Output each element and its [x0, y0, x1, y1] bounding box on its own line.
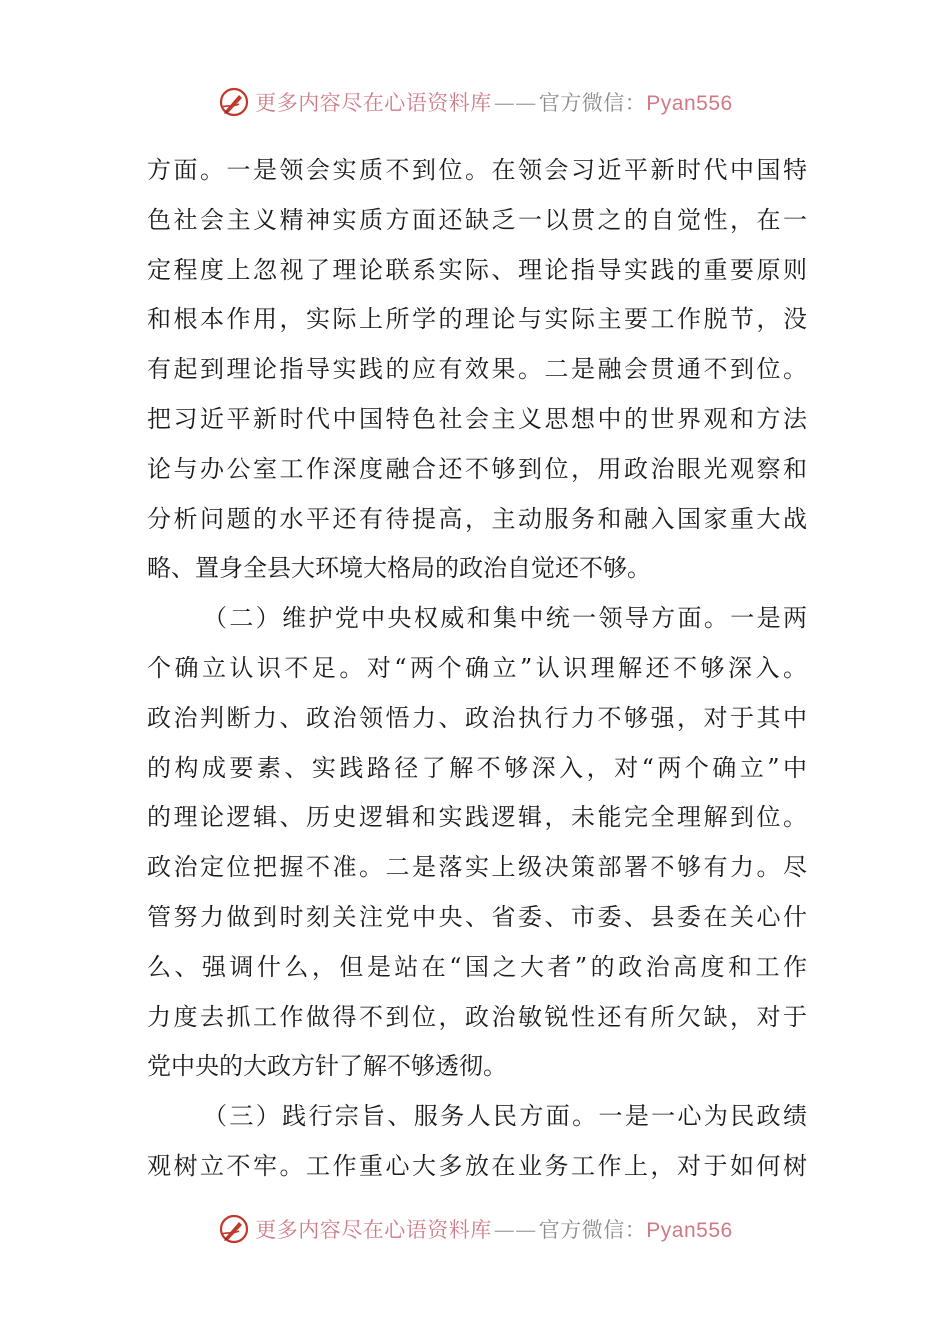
- text-line: 定程度上忽视了理论联系实际、理论指导实践的重要原则: [147, 255, 807, 284]
- text-line: 的构成要素、实践路径了解不够深入，对“两个确立”中: [147, 753, 807, 782]
- text-line: 党中央的大政方针了解不够透彻。: [147, 1052, 507, 1081]
- text-line: 论与办公室工作深度融合还不够到位，用政治眼光观察和: [147, 454, 807, 483]
- section-heading-line: （二）维护党中央权威和集中统一领导方面。一是两: [203, 604, 807, 633]
- text-line: 色社会主义精神实质方面还缺乏一以贯之的自觉性，在一: [147, 205, 807, 234]
- banner-separator: ——: [493, 91, 537, 115]
- text-line: 略、置身全县大环境大格局的政治自觉还不够。: [147, 554, 651, 583]
- section-heading-line: （三）践行宗旨、服务人民方面。一是一心为民政绩: [203, 1102, 807, 1131]
- banner-wechat-label: 官方微信：: [538, 91, 647, 115]
- text-line: 方面。一是领会实质不到位。在领会习近平新时代中国特: [147, 156, 807, 184]
- text-line: 分析问题的水平还有待提高，主动服务和融入国家重大战: [147, 504, 807, 533]
- banner-wechat-label: 官方微信：: [538, 1218, 647, 1242]
- text-line: 个确立认识不足。对“两个确立”认识理解还不够深入。: [147, 653, 807, 682]
- text-line: 的理论逻辑、历史逻辑和实践逻辑，未能完全理解到位。: [147, 803, 807, 832]
- text-line: 管努力做到时刻关注党中央、省委、市委、县委在关心什: [147, 902, 807, 931]
- banner-site-name: 更多内容尽在心语资料库: [255, 91, 492, 115]
- banner-text: [255, 1214, 732, 1244]
- footer-watermark-banner: [0, 1209, 950, 1249]
- pen-logo-icon: [217, 1212, 251, 1246]
- document-body: [147, 146, 807, 1192]
- text-line: 和根本作用，实际上所学的理论与实际主要工作脱节，没: [147, 305, 807, 334]
- banner-site-name: 更多内容尽在心语资料库: [255, 1218, 492, 1242]
- text-line: 把习近平新时代中国特色社会主义思想中的世界观和方法: [147, 404, 807, 433]
- text-line: 政治定位把握不准。二是落实上级决策部署不够有力。尽: [147, 853, 807, 882]
- header-watermark-banner: [0, 82, 950, 122]
- text-line: 有起到理论指导实践的应有效果。二是融会贯通不到位。: [147, 355, 807, 384]
- text-line: 么、强调什么，但是站在“国之大者”的政治高度和工作: [147, 952, 807, 981]
- banner-wechat-id: Pyan556: [646, 1219, 733, 1242]
- banner-wechat-id: Pyan556: [646, 92, 733, 115]
- pen-logo-icon: [217, 85, 251, 119]
- banner-separator: ——: [493, 1218, 537, 1242]
- banner-text: [255, 87, 732, 117]
- text-line: 政治判断力、政治领悟力、政治执行力不够强，对于其中: [147, 703, 807, 732]
- text-line: 观树立不牢。工作重心大多放在业务工作上，对于如何树: [147, 1151, 807, 1180]
- text-line: 力度去抓工作做得不到位，政治敏锐性还有所欠缺，对于: [147, 1002, 807, 1031]
